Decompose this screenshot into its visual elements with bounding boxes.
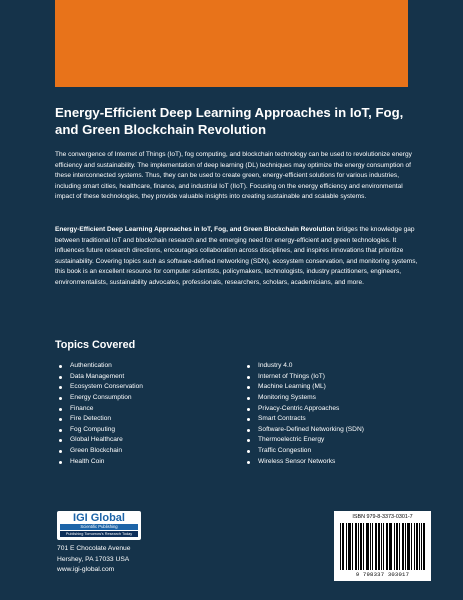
topic-item: Software-Defined Networking (SDN) [246, 425, 416, 436]
barcode-icon [340, 523, 425, 570]
book-title: Energy-Efficient Deep Learning Approaches in IoT, Fog, and Green Blockchain Revolution [55, 105, 404, 137]
logo-tagline: Publishing Tomorrow's Research Today [60, 531, 138, 537]
description-paragraph-1: The convergence of Internet of Things (IoT), fog computing, and blockchain technology can be used to revolutionize energy efficiency and sustainability. The implementation of deep learning (DL) techniques may optimize the energy consumption of these interconnected systems. Thus, they can be used to create green, energy-efficient solutions for various industries, including smart cities, healthcare, finance, and industrial IoT (IIoT). Focusing on the energy efficiency and environmental impact of these technologies, they provide valuable insights into creating sustainable and scalable systems. [55, 151, 412, 201]
topic-item: Internet of Things (IoT) [246, 372, 416, 383]
paragraph-2-body: bridges the knowledge gap between traditional IoT and blockchain research and the emerging need for energy-efficient and green technologies. It influences future research directions, encourages collaboration across disciplines, and inspires innovations that prioritize sustainability. Covering topics such as software-defined networking (SDN), ecosystem conservation, and monitoring systems, this book is an excellent resource for computer scientists, policymakers, technologists, industry practitioners, engineers, environmentalists, sustainability advocates, professionals, researchers, scholars, academicians, and more. [55, 226, 418, 286]
topic-item: Machine Learning (ML) [246, 382, 416, 393]
topic-item: Industry 4.0 [246, 361, 416, 372]
topics-heading: Topics Covered [55, 339, 136, 351]
topic-item: Health Coin [58, 457, 228, 468]
topic-item: Thermoelectric Energy [246, 435, 416, 446]
topic-item: Privacy-Centric Approaches [246, 404, 416, 415]
topic-item: Monitoring Systems [246, 393, 416, 404]
topic-item: Wireless Sensor Networks [246, 457, 416, 468]
ean-digits: 9 798337 303017 [355, 571, 410, 578]
topic-item: Traffic Congestion [246, 446, 416, 457]
topic-item: Ecosystem Conservation [58, 382, 228, 393]
igi-global-logo [57, 511, 141, 540]
isbn-barcode [334, 511, 431, 581]
topic-item: Authentication [58, 361, 228, 372]
logo-name: IGI Global [73, 512, 125, 524]
publisher-address [57, 544, 131, 576]
topic-item: Global Healthcare [58, 435, 228, 446]
topics-list-right [246, 361, 416, 467]
topic-item: Green Blockchain [58, 446, 228, 457]
publisher-website: www.igi-global.com [57, 566, 115, 574]
topic-item: Fog Computing [58, 425, 228, 436]
topics-list-left [58, 361, 228, 467]
book-title-inline: Energy-Efficient Deep Learning Approaches in IoT, Fog, and Green Blockchain Revolution [55, 226, 335, 233]
orange-accent-band [55, 0, 408, 87]
topic-item: Data Management [58, 372, 228, 383]
topic-item: Energy Consumption [58, 393, 228, 404]
isbn-number: ISBN 979-8-3373-0301-7 [352, 514, 413, 520]
topic-item: Fire Detection [58, 414, 228, 425]
topic-item: Smart Contracts [246, 414, 416, 425]
address-street: 701 E Chocolate Avenue [57, 545, 131, 552]
address-city: Hershey, PA 17033 USA [57, 555, 130, 563]
logo-subtitle: Scientific Publishing [60, 524, 138, 530]
description-paragraph-2 [55, 225, 420, 289]
topic-item: Finance [58, 404, 228, 415]
